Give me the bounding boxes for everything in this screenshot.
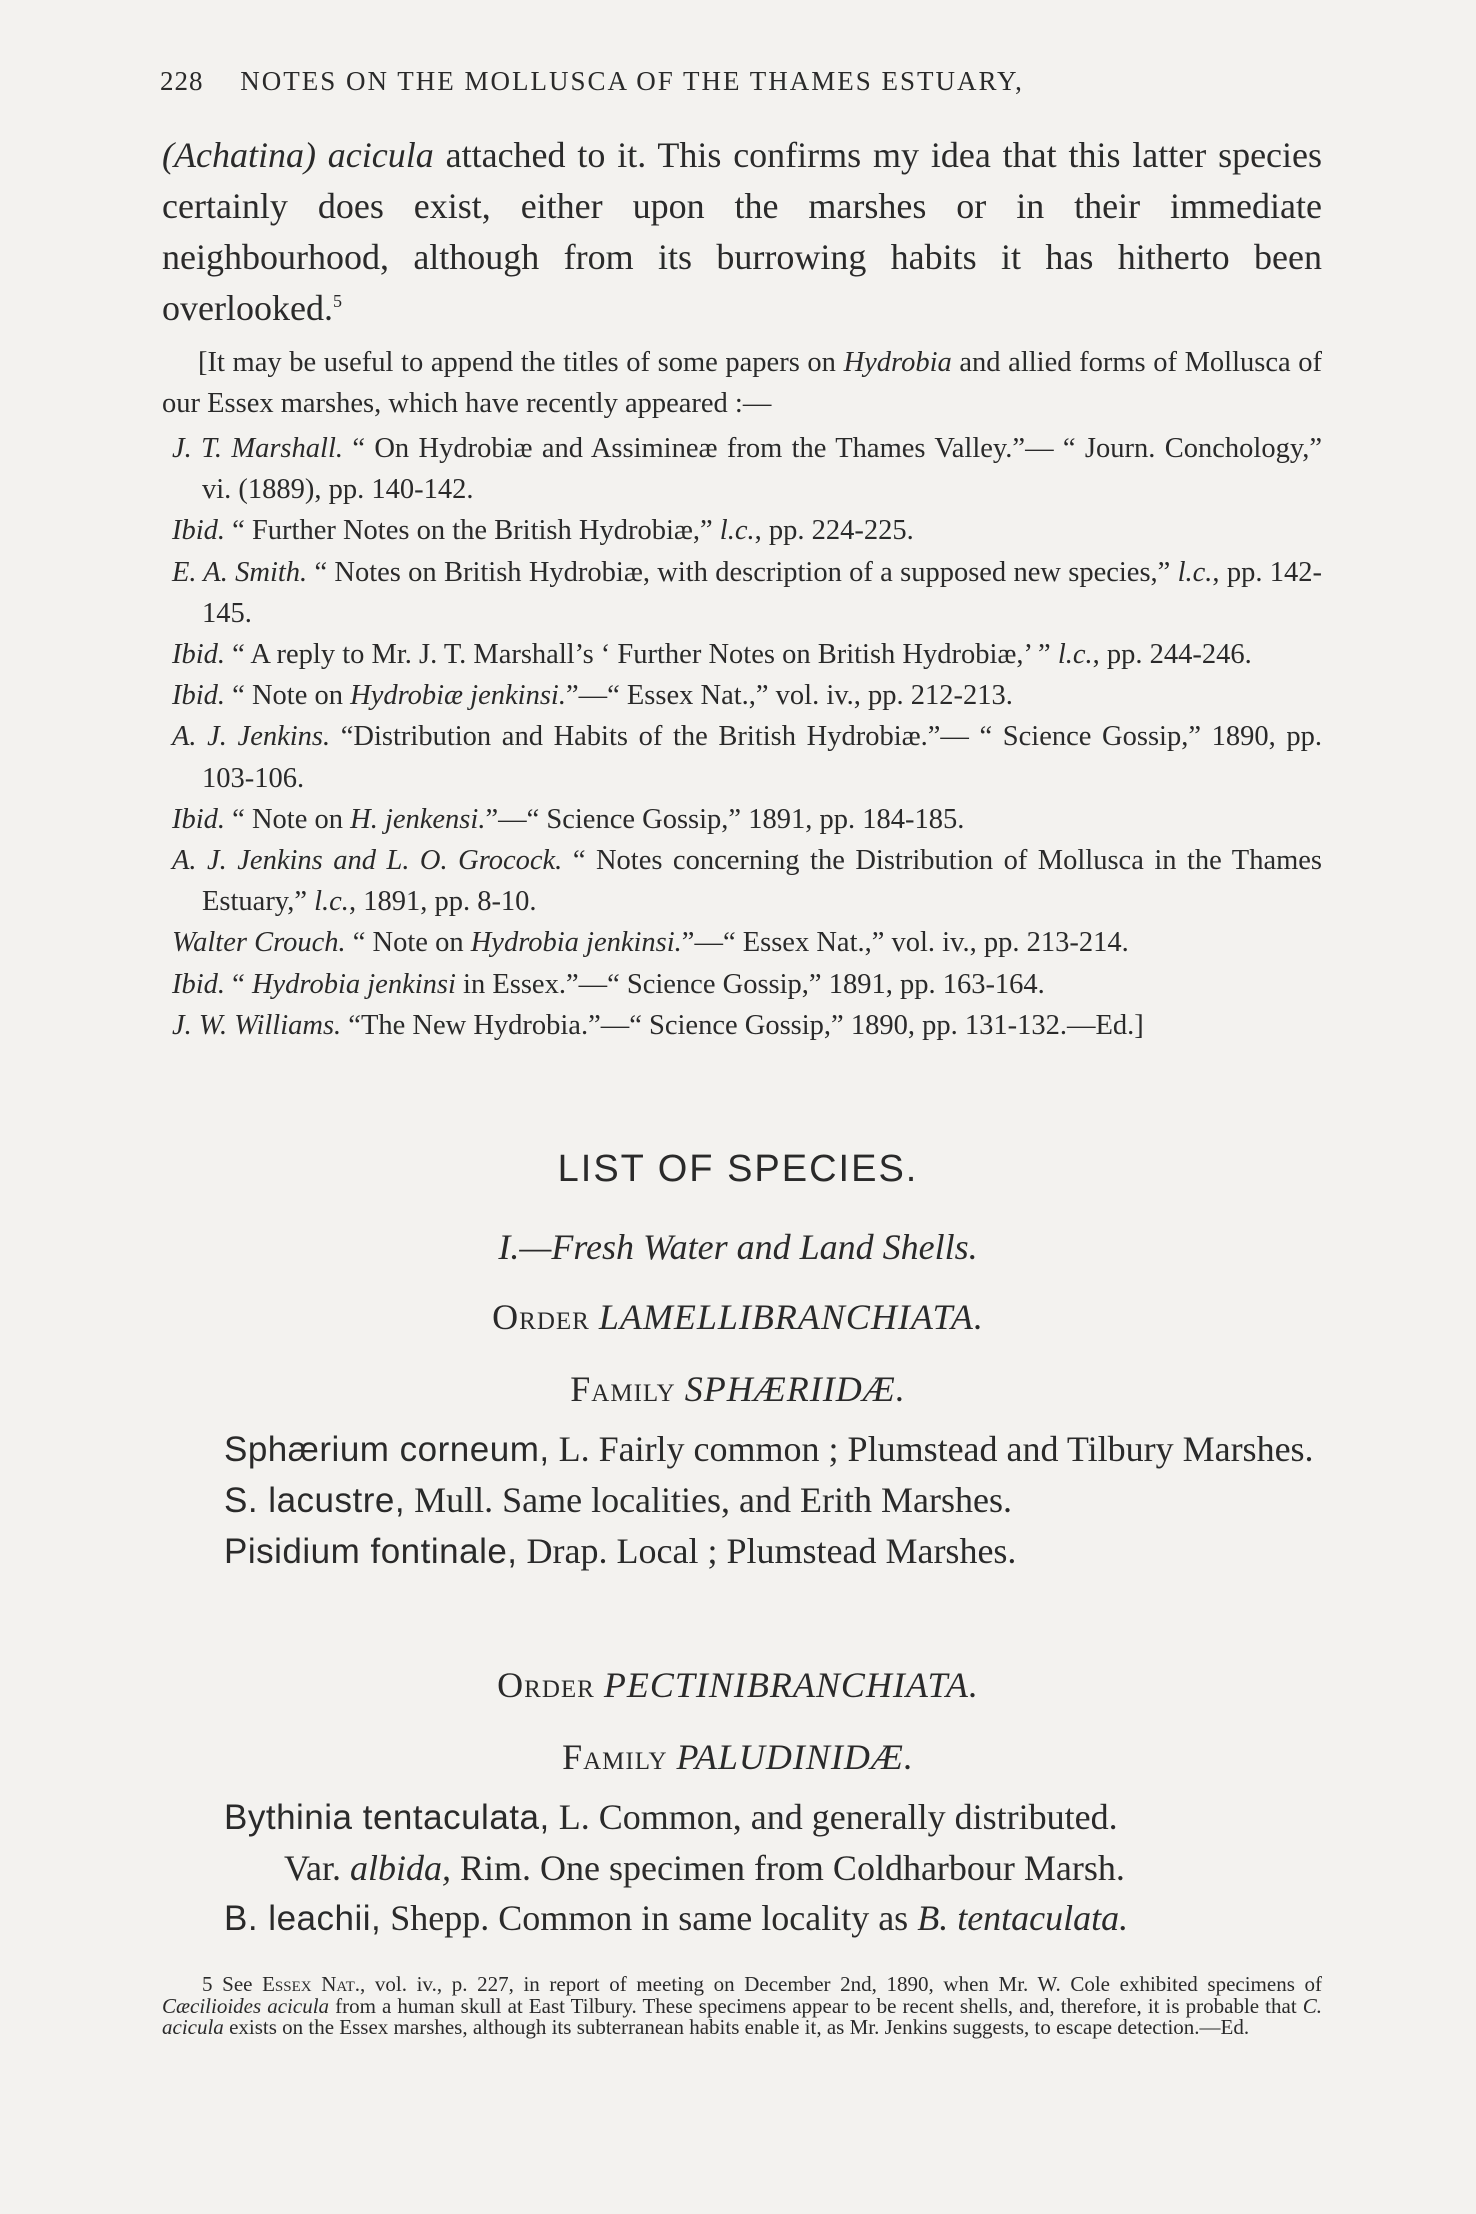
species-entry: Pisidium fontinale, Drap. Local ; Plumstead Marshes. [224,1531,1017,1571]
running-title: NOTES ON THE MOLLUSCA OF THE THAMES ESTUARY, [240,66,1024,96]
family-heading: Family SPHÆRIIDÆ. [570,1369,906,1409]
intro-text: attached to it. This confirms my idea that this latter species certainly does exist, either upon the marshes or in their immediate neighbourhood, although from its burrowing habits it has hitherto been overlooked. [162,135,1323,328]
species-list-paludinidae [162,1792,1322,1944]
reference-list [162,428,1322,1046]
species-entry: Bythinia tentaculata, L. Common, and generally distributed. [224,1797,1118,1837]
reference-item: E. A. Smith. “ Notes on British Hydrobiæ, with description of a supposed new species,” l.c., pp. 142-145. [172,556,1322,629]
reference-item: Walter Crouch. “ Note on Hydrobia jenkinsi.”—“ Essex Nat.,” vol. iv., pp. 213-214. [172,927,1129,959]
species-list-sphaeriidae [162,1424,1322,1577]
editor-note-genus: Hydrobia [843,347,952,378]
reference-item: J. W. Williams. “The New Hydrobia.”—“ Science Gossip,” 1890, pp. 131-132.—Ed.] [172,1009,1144,1041]
reference-item: Ibid. “ Further Notes on the British Hydrobiæ,” l.c., pp. 224-225. [172,515,914,547]
footnote-marker: 5 [332,291,342,311]
reference-item: Ibid. “ Note on H. jenkensi.”—“ Science Gossip,” 1891, pp. 184-185. [172,803,965,835]
reference-item: A. J. Jenkins and L. O. Grocock. “ Notes concerning the Distribution of Mollusca in the Thames Estuary,” l.c., 1891, pp. 8-10. [172,845,1323,918]
footnote-number: 5 [202,1972,213,1996]
reference-item: J. T. Marshall. “ On Hydrobiæ and Assimineæ from the Thames Valley.”— “ Journ. Conchology,” vi. (1889), pp. 140-142. [172,433,1322,506]
variety-entry: Var. albida, Rim. One specimen from Coldharbour Marsh. [284,1848,1125,1888]
section-heading: I.—Fresh Water and Land Shells. [498,1227,978,1267]
running-header [160,66,1320,97]
footnote: 5 See Essex Nat., vol. iv., p. 227, in report of meeting on December 2nd, 1890, when Mr. W. Cole exhibited specimens of Cæcilioides acicula from a human skull at East Tilbury. These specimens appear to be recent shells, and, therefore, it is probable that C. acicula exists on the Essex marshes, although its subterranean habits enable it, as Mr. Jenkins suggests, to escape detection.—Ed. [162,1972,1323,2039]
list-title: LIST OF SPECIES. [557,1148,919,1190]
reference-item: Ibid. “ Note on Hydrobiæ jenkinsi.”—“ Essex Nat.,” vol. iv., pp. 212-213. [172,680,1013,712]
species-entry: Sphærium corneum, L. Fairly common ; Plumstead and Tilbury Marshes. [224,1429,1314,1469]
editor-note-b: and allied forms of Mollusca of our Essex marshes, which have recently appeared :— [162,347,1323,419]
order-heading: Order PECTINIBRANCHIATA. [497,1665,979,1705]
intro-genus: (Achatina) [162,135,316,175]
intro-paragraph [162,130,1322,334]
family-heading: Family PALUDINIDÆ. [562,1737,914,1777]
page-number: 228 [160,66,204,96]
reference-item: Ibid. “ Hydrobia jenkinsi in Essex.”—“ Science Gossip,” 1891, pp. 163-164. [172,968,1045,1000]
editor-note [162,342,1322,424]
order-heading: Order LAMELLIBRANCHIATA. [492,1297,984,1337]
editor-note-a: [It may be useful to append the titles of some papers on [198,347,836,378]
reference-item: Ibid. “ A reply to Mr. J. T. Marshall’s ‘ Further Notes on British Hydrobiæ,’ ” l.c., pp. 244-246. [172,639,1252,671]
intro-species: acicula [327,135,434,175]
species-entry: B. leachii, Shepp. Common in same locality as B. tentaculata. [224,1898,1129,1938]
species-entry: S. lacustre, Mull. Same localities, and Erith Marshes. [224,1480,1012,1520]
reference-item: A. J. Jenkins. “Distribution and Habits of the British Hydrobiæ.”— “ Science Gossip,” 1890, pp. 103-106. [172,721,1322,794]
